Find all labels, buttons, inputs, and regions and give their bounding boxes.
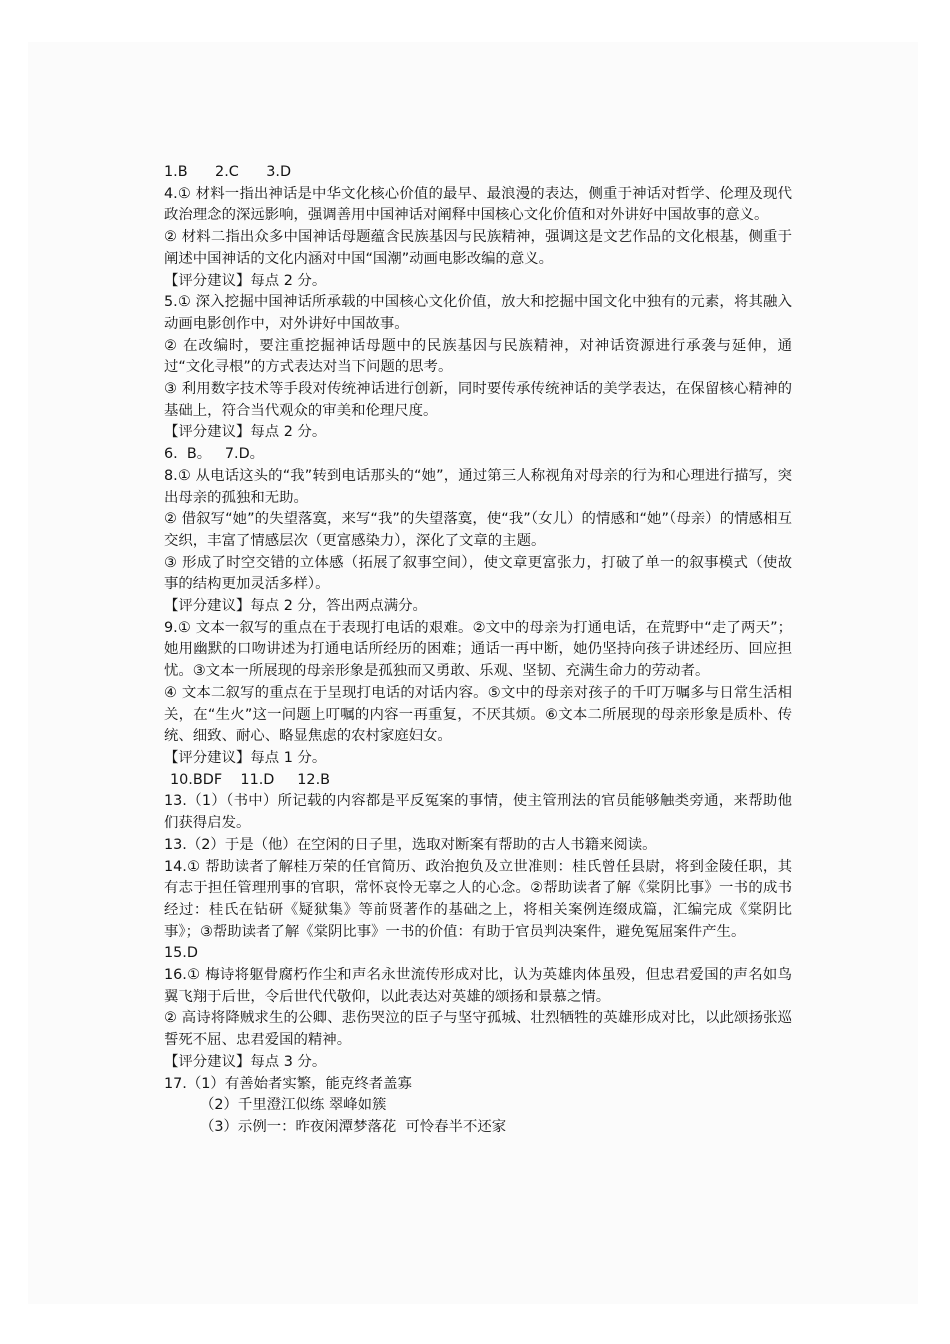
scoring-note: 【评分建议】每点 2 分。	[164, 272, 327, 289]
answer-line: 1.B 2.C 3.D	[164, 164, 292, 180]
answer-line: ③ 形成了时空交错的立体感（拓展了叙事空间），使文章更富张力，打破了单一的叙事模式（使故事的结构更加灵活多样）。	[164, 554, 792, 593]
answer-line: 9.① 文本一叙写的重点在于表现打电话的艰难。②文中的母亲为打通电话，在荒野中“走了两天”；她用幽默的口吻讲述为打通电话所经历的困难；通话一再中断，她仍坚持向孩子讲述经历、回应担忧。③文本一所展现的母亲形象是孤独而又勇敢、乐观、坚韧、充满生命力的劳动者。	[164, 619, 792, 680]
answer-line: 8.① 从电话这头的“我”转到电话那头的“她”，通过第三人称视角对母亲的行为和心理进行描写，突出母亲的孤独和无助。	[164, 467, 792, 506]
answer-line: 16.① 梅诗将躯骨腐朽作尘和声名永世流传形成对比，认为英雄肉体虽殁，但忠君爱国的声名如鸟翼飞翔于后世，令后世代代敬仰，以此表达对英雄的颂扬和景慕之情。	[164, 967, 792, 1005]
answer-line: 13.（2）于是（他）在空闲的日子里，选取对断案有帮助的古人书籍来阅读。	[164, 836, 657, 853]
answer-line: ② 在改编时，要注重挖掘神话母题中的民族基因与民族精神，对神话资源进行承袭与延伸，通过“文化寻根”的方式表达对当下问题的思考。	[164, 337, 792, 376]
answer-line: 6. B。 7.D。	[164, 446, 265, 463]
answer-line: 17.（1）有善始者实繁，能克终者盖寡	[164, 1075, 412, 1092]
answer-line: 15.D	[164, 945, 198, 962]
answer-line: ② 借叙写“她”的失望落寞，来写“我”的失望落寞，使“我”（女儿）的情感和“她”（母亲）的情感相互交织，丰富了情感层次（更富感染力），深化了文章的主题。	[164, 511, 792, 549]
answer-line: ④ 文本二叙写的重点在于呈现打电话的对话内容。⑤文中的母亲对孩子的千叮万嘱多与日常生活相关，在“生火”这一问题上叮嘱的内容一再重复，不厌其烦。⑥文本二所展现的母亲形象是质朴、传统、细致、耐心、略显焦虑的农村家庭妇女。	[164, 684, 792, 745]
scoring-note: 【评分建议】每点 2 分，答出两点满分。	[164, 598, 427, 615]
answer-line: ② 高诗将降贼求生的公卿、悲伤哭泣的臣子与坚守孤城、壮烈牺牲的英雄形成对比，以此颂扬张巡誓死不屈、忠君爱国的精神。	[164, 1010, 792, 1049]
answer-line: （3）示例一：昨夜闲潭梦落花 可怜春半不还家	[200, 1118, 507, 1135]
answer-line: 10.BDF 11.D 12.B	[170, 771, 331, 788]
answer-line: 14.① 帮助读者了解桂万荣的任官简历、政治抱负及立世准则：桂氏曾任县尉，将到金陵任职，其有志于担任管理刑事的官职，常怀哀怜无辜之人的心念。②帮助读者了解《棠阴比事》一书的成书经过：桂氏在钻研《疑狱集》等前贤著作的基础之上，将相关案例连缀成篇，汇编完成《棠阴比事》；③帮助读者了解《棠阴比事》一书的价值：有助于官员判决案件，避免冤屈案件产生。	[164, 858, 792, 940]
scoring-note: 【评分建议】每点 2 分。	[164, 424, 327, 441]
scoring-note: 【评分建议】每点 1 分。	[164, 749, 327, 766]
answer-line: 4.① 材料一指出神话是中华文化核心价值的最早、最浪漫的表达，侧重于神话对哲学、伦理及现代政治理念的深远影响，强调善用中国神话对阐释中国核心文化价值和对外讲好中国故事的意义。	[164, 185, 792, 224]
scoring-note: 【评分建议】每点 3 分。	[164, 1053, 327, 1070]
answer-line: 13.（1）（书中）所记载的内容都是平反冤案的事情，使主管刑法的官员能够触类旁通，来帮助他们获得启发。	[164, 793, 792, 832]
answer-line: ③ 利用数字技术等手段对传统神话进行创新，同时要传承传统神话的美学表达，在保留核心精神的基础上，符合当代观众的审美和伦理尺度。	[164, 381, 792, 419]
answer-key-document	[164, 162, 792, 1139]
answer-line: ② 材料二指出众多中国神话母题蕴含民族基因与民族精神，强调这是文艺作品的文化根基，侧重于阐述中国神话的文化内涵对中国“国潮”动画电影改编的意义。	[164, 229, 792, 267]
answer-line: 5.① 深入挖掘中国神话所承载的中国核心文化价值，放大和挖掘中国文化中独有的元素，将其融入动画电影创作中，对外讲好中国故事。	[164, 294, 792, 332]
answer-line: （2）千里澄江似练 翠峰如簇	[200, 1097, 387, 1114]
